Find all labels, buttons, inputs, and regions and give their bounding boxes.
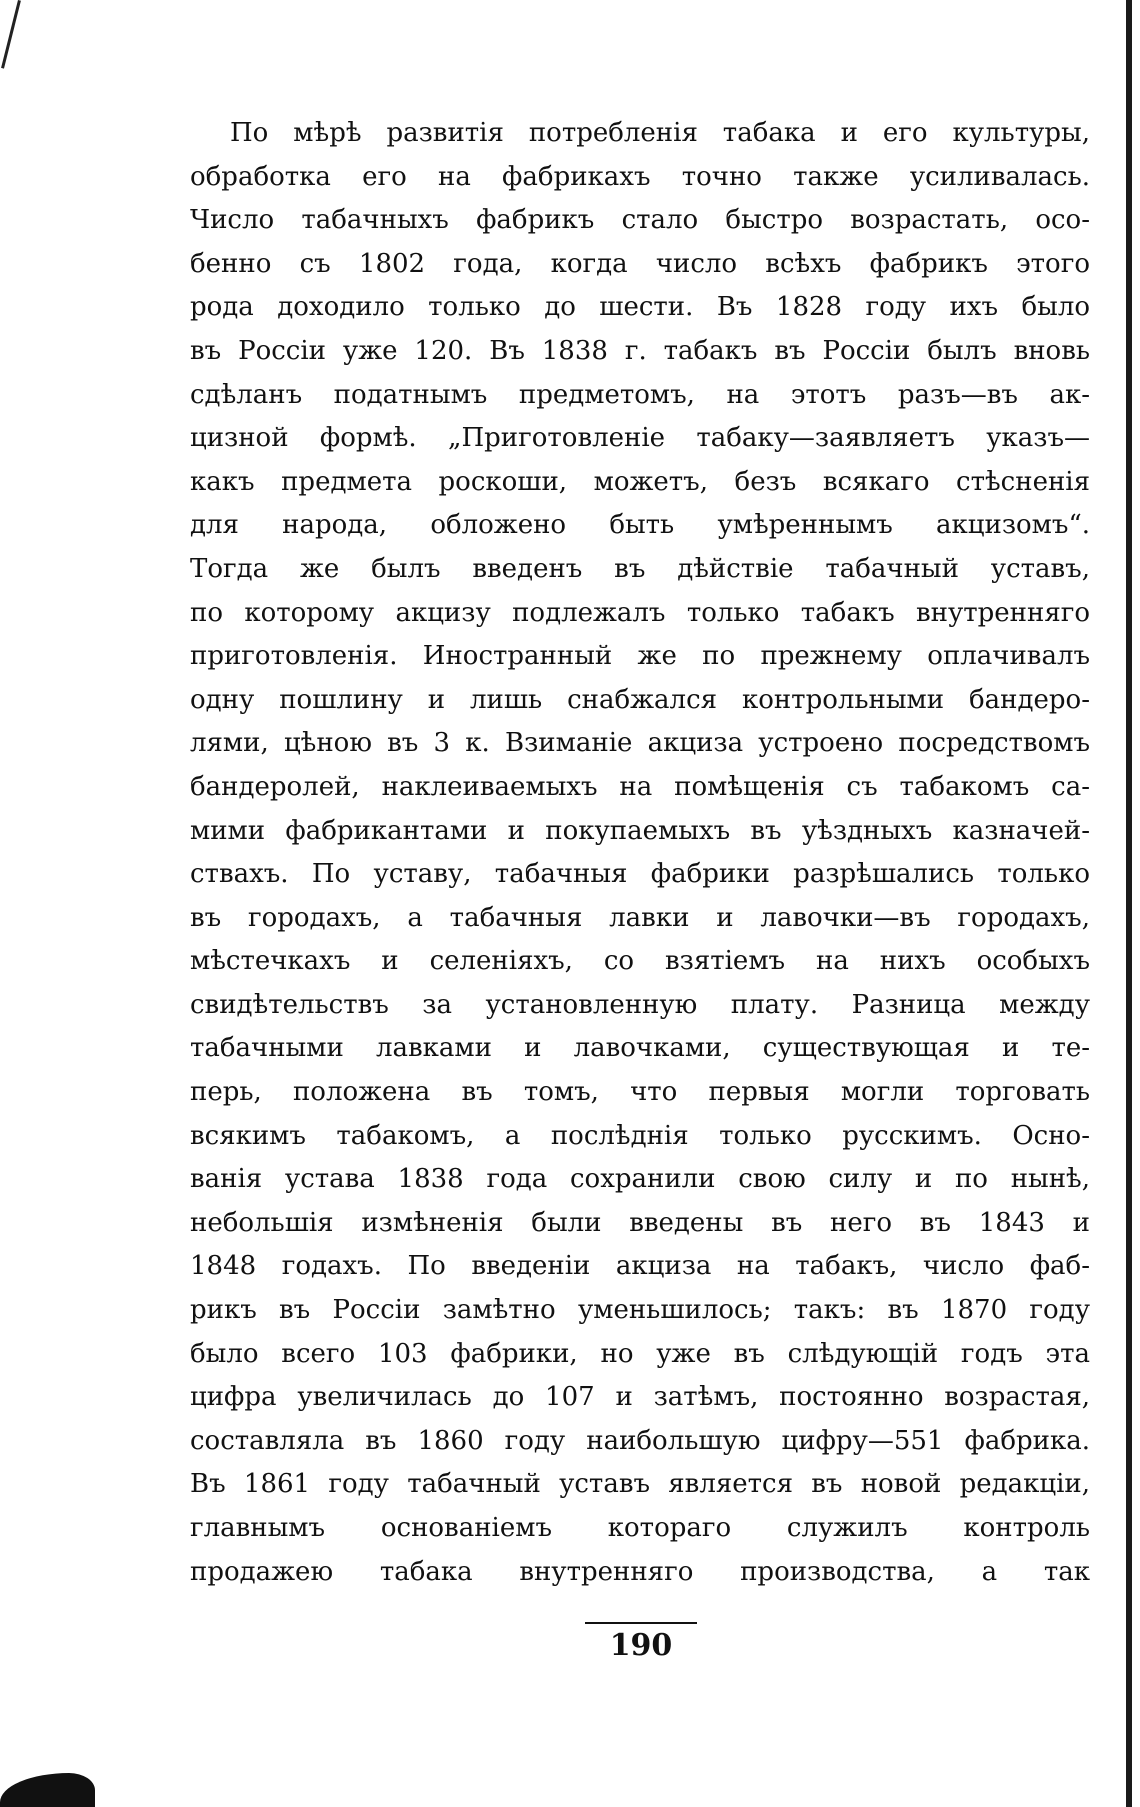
text-line: по которому акцизу подлежалъ только табакъ внутренняго bbox=[190, 597, 1090, 628]
body-text bbox=[190, 112, 1090, 1594]
text-line: обработка его на фабрикахъ точно также усиливалась. bbox=[190, 161, 1090, 192]
scan-artifact-mark bbox=[1, 0, 21, 69]
text-line: рикъ въ Россіи замѣтно уменьшилось; такъ: въ 1870 году bbox=[190, 1295, 1090, 1326]
text-line: ванія устава 1838 года сохранили свою силу и по нынѣ, bbox=[190, 1164, 1090, 1195]
text-line: Число табачныхъ фабрикъ стало быстро возрастать, осо- bbox=[190, 205, 1090, 236]
text-line: продажею табака внутренняго производства, а так bbox=[190, 1556, 1090, 1587]
text-line: 1848 годахъ. По введеніи акциза на табакъ, число фаб- bbox=[190, 1251, 1090, 1282]
text-line: перь, положена въ томъ, что первыя могли торговать bbox=[190, 1077, 1090, 1108]
text-line: мѣстечкахъ и селеніяхъ, со взятіемъ на нихъ особыхъ bbox=[190, 946, 1090, 977]
text-line: бенно съ 1802 года, когда число всѣхъ фабрикъ этого bbox=[190, 248, 1090, 279]
text-line: было всего 103 фабрики, но уже въ слѣдующій годъ эта bbox=[190, 1338, 1090, 1369]
text-line: цифра увеличилась до 107 и затѣмъ, постоянно возрастая, bbox=[190, 1382, 1090, 1413]
text-line: свидѣтельствъ за установленную плату. Разница между bbox=[190, 989, 1090, 1020]
text-line: одну пошлину и лишь снабжался контрольными бандеро- bbox=[190, 684, 1090, 715]
text-line: для народа, обложено быть умѣреннымъ акцизомъ“. bbox=[190, 510, 1090, 541]
text-line: въ городахъ, а табачныя лавки и лавочки—въ городахъ, bbox=[190, 902, 1090, 933]
text-line: ствахъ. По уставу, табачныя фабрики разрѣшались только bbox=[190, 859, 1090, 890]
page-number-rule bbox=[585, 1622, 697, 1624]
text-line: составляла въ 1860 году наибольшую цифру—551 фабрика. bbox=[190, 1425, 1090, 1456]
text-line: Въ 1861 году табачный уставъ является въ новой редакціи, bbox=[190, 1469, 1090, 1500]
scan-page-edge bbox=[1126, 0, 1132, 1807]
text-line: рода доходило только до шести. Въ 1828 году ихъ было bbox=[190, 292, 1090, 323]
text-line: По мѣрѣ развитія потребленія табака и его культуры, bbox=[230, 118, 1090, 148]
text-line: всякимъ табакомъ, а послѣднія только русскимъ. Осно- bbox=[190, 1120, 1090, 1151]
scan-artifact-blob bbox=[0, 1773, 95, 1807]
text-line: приготовленія. Иностранный же по прежнему оплачивалъ bbox=[190, 641, 1090, 672]
text-line: бандеролей, наклеиваемыхъ на помѣщенія съ табакомъ са- bbox=[190, 771, 1090, 802]
text-line: мими фабрикантами и покупаемыхъ въ уѣздныхъ казначей- bbox=[190, 815, 1090, 846]
text-line: цизной формѣ. „Приготовленіе табаку—заявляетъ указъ— bbox=[190, 423, 1090, 454]
text-line: Тогда же былъ введенъ въ дѣйствіе табачный уставъ, bbox=[190, 553, 1090, 584]
text-line: какъ предмета роскоши, можетъ, безъ всякаго стѣсненія bbox=[190, 466, 1090, 497]
page-number: 190 bbox=[609, 1628, 673, 1663]
text-line: табачными лавками и лавочками, существующая и те- bbox=[190, 1033, 1090, 1064]
text-line: лями, цѣною въ 3 к. Взиманіе акциза устроено посредствомъ bbox=[190, 728, 1090, 759]
text-line: въ Россіи уже 120. Въ 1838 г. табакъ въ Россіи былъ вновь bbox=[190, 335, 1090, 366]
text-line: главнымъ основаніемъ котораго служилъ контроль bbox=[190, 1513, 1090, 1543]
text-line: небольшія измѣненія были введены въ него въ 1843 и bbox=[190, 1207, 1090, 1238]
text-line: сдѣланъ податнымъ предметомъ, на этотъ разъ—въ ак- bbox=[190, 379, 1090, 410]
